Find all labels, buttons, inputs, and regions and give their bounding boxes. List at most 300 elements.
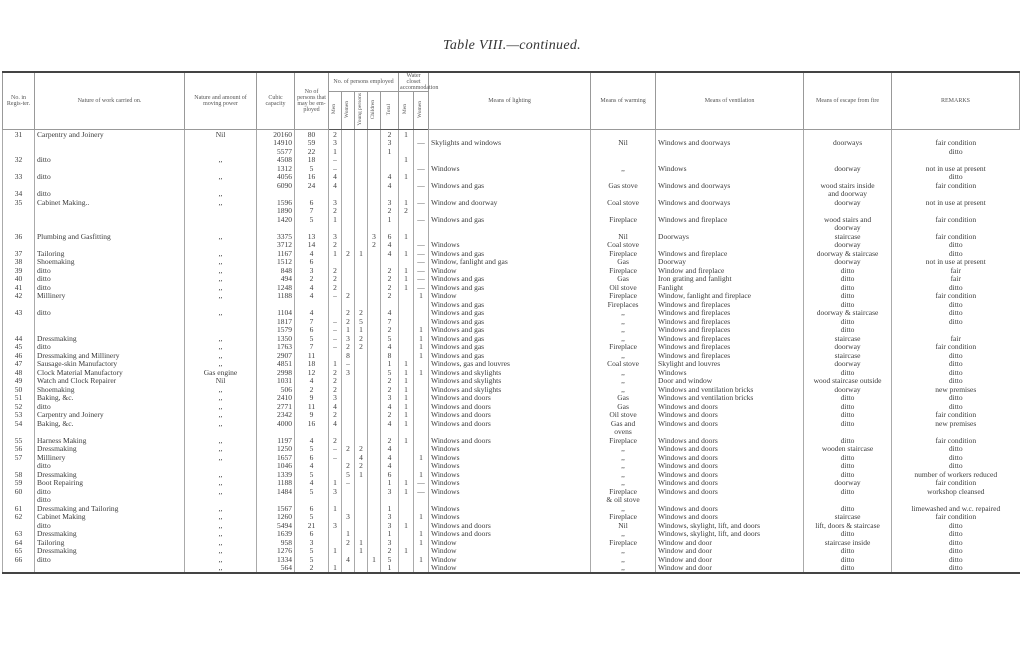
cell-men: 3	[329, 487, 342, 496]
col-header-wc-men-label: Men	[402, 104, 409, 115]
cell-wm	[399, 224, 414, 233]
cell-no: 55	[3, 436, 35, 445]
cell-wm	[399, 453, 414, 462]
cell-power: ,,	[185, 351, 257, 360]
cell-nature: ditto	[35, 190, 185, 199]
cell-women: 4	[342, 555, 355, 564]
cell-no	[3, 428, 35, 437]
cell-cubic: 1031	[257, 377, 295, 386]
cell-wm: 1	[399, 275, 414, 284]
cell-cubic: 1420	[257, 215, 295, 224]
cell-women	[342, 377, 355, 386]
cell-persons: 4	[295, 436, 329, 445]
cell-persons: 11	[295, 402, 329, 411]
cell-young	[355, 360, 368, 369]
cell-rem: ditto	[892, 241, 1020, 250]
cell-nature: ditto	[35, 283, 185, 292]
cell-warm	[591, 207, 656, 216]
cell-no: 56	[3, 445, 35, 454]
cell-ww: 1	[414, 513, 429, 522]
cell-wm: 1	[399, 232, 414, 241]
cell-young	[355, 130, 368, 139]
table-row	[3, 360, 1020, 369]
cell-light: Windows and gas	[429, 300, 591, 309]
cell-nature	[35, 215, 185, 224]
cell-ww	[414, 147, 429, 156]
cell-nature	[35, 326, 185, 335]
cell-power: ,,	[185, 402, 257, 411]
cell-wm: 1	[399, 173, 414, 182]
cell-power: ,,	[185, 156, 257, 165]
cell-cubic	[257, 428, 295, 437]
cell-rem: fair condition	[892, 513, 1020, 522]
cell-power	[185, 241, 257, 250]
cell-children	[368, 402, 381, 411]
cell-ww: —	[414, 479, 429, 488]
cell-light: Windows and gas	[429, 215, 591, 224]
cell-wm: 1	[399, 479, 414, 488]
cell-men	[329, 190, 342, 199]
cell-total	[381, 428, 399, 437]
cell-young	[355, 224, 368, 233]
cell-light	[429, 496, 591, 505]
cell-nature: Dressmaking	[35, 445, 185, 454]
table-row	[3, 334, 1020, 343]
cell-persons: 18	[295, 360, 329, 369]
col-header-employed: No. of persons employed	[329, 72, 399, 92]
cell-total: 4	[381, 402, 399, 411]
cell-rem: fair	[892, 275, 1020, 284]
col-header-remarks: REMARKS	[892, 72, 1020, 130]
cell-warm: Nil	[591, 232, 656, 241]
cell-women	[342, 232, 355, 241]
cell-no: 31	[3, 130, 35, 139]
table-row	[3, 139, 1020, 148]
cell-young	[355, 198, 368, 207]
cell-light: Skylights and windows	[429, 139, 591, 148]
cell-children	[368, 275, 381, 284]
cell-children	[368, 317, 381, 326]
cell-ww	[414, 411, 429, 420]
cell-warm: ,,	[591, 164, 656, 173]
cell-warm: Gas	[591, 275, 656, 284]
table-row	[3, 530, 1020, 539]
cell-persons: 5	[295, 555, 329, 564]
cell-total	[381, 190, 399, 199]
cell-total: 5	[381, 368, 399, 377]
cell-total: 4	[381, 309, 399, 318]
table-row	[3, 249, 1020, 258]
cell-ww: —	[414, 249, 429, 258]
cell-nature: Dressmaking	[35, 470, 185, 479]
cell-persons: 5	[295, 547, 329, 556]
cell-young	[355, 275, 368, 284]
cell-warm: ,,	[591, 445, 656, 454]
cell-esc: ditto	[804, 402, 892, 411]
cell-children	[368, 300, 381, 309]
cell-men: 3	[329, 139, 342, 148]
cell-vent: Windows and doorways	[656, 181, 804, 190]
cell-warm: Fireplaces	[591, 300, 656, 309]
cell-rem: not in use at present	[892, 164, 1020, 173]
cell-women	[342, 139, 355, 148]
cell-warm: Fireplace	[591, 343, 656, 352]
cell-nature: Carpentry and Joinery	[35, 130, 185, 139]
cell-ww: —	[414, 164, 429, 173]
cell-cubic: 5494	[257, 521, 295, 530]
cell-persons: 24	[295, 181, 329, 190]
table-row	[3, 487, 1020, 496]
cell-no	[3, 241, 35, 250]
cell-children	[368, 351, 381, 360]
cell-young	[355, 513, 368, 522]
cell-ww: 1	[414, 334, 429, 343]
cell-warm: ,,	[591, 377, 656, 386]
col-header-warming: Means of warming	[591, 72, 656, 130]
cell-men: 2	[329, 368, 342, 377]
cell-esc: doorway	[804, 385, 892, 394]
cell-vent: Windows and fireplaces	[656, 317, 804, 326]
cell-ww	[414, 436, 429, 445]
cell-vent: Window and door	[656, 538, 804, 547]
cell-vent: Windows and doors	[656, 479, 804, 488]
cell-vent: Windows	[656, 164, 804, 173]
cell-total: 2	[381, 130, 399, 139]
cell-ww: —	[414, 487, 429, 496]
cell-children	[368, 496, 381, 505]
cell-ww: —	[414, 266, 429, 275]
cell-vent: Windows and doors	[656, 436, 804, 445]
cell-persons	[295, 428, 329, 437]
cell-children	[368, 147, 381, 156]
cell-cubic: 494	[257, 275, 295, 284]
cell-vent	[656, 496, 804, 505]
cell-nature: ditto	[35, 555, 185, 564]
cell-wm	[399, 190, 414, 199]
cell-men	[329, 496, 342, 505]
cell-women: 5	[342, 470, 355, 479]
cell-vent	[656, 241, 804, 250]
cell-rem	[892, 326, 1020, 335]
cell-no	[3, 224, 35, 233]
cell-children	[368, 436, 381, 445]
cell-vent: Windows and fireplace	[656, 249, 804, 258]
cell-warm: ,,	[591, 368, 656, 377]
cell-nature: Baking, &c.	[35, 394, 185, 403]
cell-no: 47	[3, 360, 35, 369]
table-row	[3, 215, 1020, 224]
cell-esc: doorway	[804, 198, 892, 207]
cell-women	[342, 394, 355, 403]
table-row	[3, 453, 1020, 462]
cell-light: Windows	[429, 487, 591, 496]
cell-wm	[399, 181, 414, 190]
cell-cubic: 1188	[257, 479, 295, 488]
cell-light	[429, 224, 591, 233]
cell-warm: ,,	[591, 479, 656, 488]
cell-rem: fair condition	[892, 343, 1020, 352]
cell-young: 2	[355, 334, 368, 343]
cell-esc: ditto	[804, 470, 892, 479]
cell-nature	[35, 164, 185, 173]
cell-wm	[399, 300, 414, 309]
cell-children	[368, 215, 381, 224]
cell-ww: 1	[414, 555, 429, 564]
cell-wm: 1	[399, 377, 414, 386]
cell-warm: Nil	[591, 521, 656, 530]
cell-rem: ditto	[892, 283, 1020, 292]
cell-men: –	[329, 445, 342, 454]
cell-vent: Windows, skylight, lift, and doors	[656, 530, 804, 539]
cell-nature: Dressmaking and Tailoring	[35, 504, 185, 513]
cell-vent: Windows and doors	[656, 462, 804, 471]
cell-young	[355, 496, 368, 505]
cell-power: ,,	[185, 258, 257, 267]
cell-light: Window and doorway	[429, 198, 591, 207]
col-header-wc-women	[414, 92, 429, 130]
cell-young	[355, 207, 368, 216]
col-header-no: No. in Regis-ter.	[3, 72, 35, 130]
cell-men: 2	[329, 377, 342, 386]
cell-total: 1	[381, 360, 399, 369]
cell-men: 4	[329, 181, 342, 190]
cell-warm: Coal stove	[591, 360, 656, 369]
cell-rem: ditto	[892, 564, 1020, 574]
cell-rem: fair condition	[892, 436, 1020, 445]
cell-women	[342, 266, 355, 275]
cell-wm	[399, 445, 414, 454]
cell-total: 3	[381, 394, 399, 403]
cell-women	[342, 275, 355, 284]
cell-cubic: 14910	[257, 139, 295, 148]
cell-esc: ditto	[804, 530, 892, 539]
cell-women	[342, 419, 355, 428]
cell-young: 2	[355, 309, 368, 318]
cell-young	[355, 411, 368, 420]
cell-power	[185, 317, 257, 326]
cell-rem	[892, 224, 1020, 233]
cell-nature: Watch and Clock Repairer	[35, 377, 185, 386]
table-row	[3, 258, 1020, 267]
cell-no: 34	[3, 190, 35, 199]
cell-cubic: 1817	[257, 317, 295, 326]
cell-cubic: 1334	[257, 555, 295, 564]
cell-no	[3, 564, 35, 574]
cell-esc: ditto	[804, 436, 892, 445]
cell-vent: Windows and fireplaces	[656, 309, 804, 318]
cell-light: Windows and skylights	[429, 385, 591, 394]
cell-ww	[414, 300, 429, 309]
cell-power: ,,	[185, 334, 257, 343]
cell-power: ,,	[185, 436, 257, 445]
cell-nature	[35, 207, 185, 216]
cell-total: 3	[381, 513, 399, 522]
cell-power: ,,	[185, 343, 257, 352]
cell-children	[368, 428, 381, 437]
cell-women	[342, 547, 355, 556]
cell-ww: —	[414, 283, 429, 292]
cell-children	[368, 190, 381, 199]
cell-esc: ditto	[804, 317, 892, 326]
cell-total: 2	[381, 275, 399, 284]
cell-men: 4	[329, 402, 342, 411]
cell-vent	[656, 190, 804, 199]
table-row	[3, 283, 1020, 292]
cell-vent: Windows and doorways	[656, 139, 804, 148]
cell-men: 2	[329, 385, 342, 394]
cell-esc: ditto	[804, 292, 892, 301]
cell-no: 61	[3, 504, 35, 513]
cell-young: 2	[355, 462, 368, 471]
cell-vent: Iron grating and fanlight	[656, 275, 804, 284]
cell-light: Windows and doors	[429, 402, 591, 411]
cell-light: Windows and skylights	[429, 368, 591, 377]
cell-young	[355, 181, 368, 190]
cell-vent: Windows and doors	[656, 402, 804, 411]
cell-children: 2	[368, 241, 381, 250]
cell-no: 49	[3, 377, 35, 386]
cell-rem: new premises	[892, 385, 1020, 394]
cell-men: 2	[329, 130, 342, 139]
table-row	[3, 394, 1020, 403]
cell-children	[368, 487, 381, 496]
cell-nature	[35, 224, 185, 233]
cell-women	[342, 190, 355, 199]
cell-rem: ditto	[892, 368, 1020, 377]
cell-men: –	[329, 326, 342, 335]
cell-men: 4	[329, 173, 342, 182]
cell-men: 1	[329, 564, 342, 574]
cell-warm: ,,	[591, 470, 656, 479]
cell-cubic: 1350	[257, 334, 295, 343]
cell-children	[368, 377, 381, 386]
cell-nature: ditto	[35, 521, 185, 530]
cell-women: 2	[342, 445, 355, 454]
cell-young	[355, 377, 368, 386]
col-header-young	[355, 92, 368, 130]
cell-warm: ,,	[591, 326, 656, 335]
cell-nature	[35, 147, 185, 156]
cell-women	[342, 487, 355, 496]
cell-women: 2	[342, 343, 355, 352]
col-header-children-label: Children	[370, 99, 377, 120]
cell-children	[368, 521, 381, 530]
cell-power: ,,	[185, 445, 257, 454]
cell-power: ,,	[185, 564, 257, 574]
cell-young	[355, 385, 368, 394]
cell-rem: fair condition	[892, 292, 1020, 301]
cell-no: 45	[3, 343, 35, 352]
cell-esc: lift, doors & staircase	[804, 521, 892, 530]
cell-nature: Harness Making	[35, 436, 185, 445]
cell-nature	[35, 241, 185, 250]
cell-men: 3	[329, 198, 342, 207]
cell-light	[429, 207, 591, 216]
cell-rem: number of workers reduced	[892, 470, 1020, 479]
cell-ww	[414, 309, 429, 318]
cell-men: –	[329, 156, 342, 165]
cell-women	[342, 258, 355, 267]
cell-total: 1	[381, 504, 399, 513]
cell-vent	[656, 147, 804, 156]
cell-esc: wooden staircase	[804, 445, 892, 454]
cell-wm	[399, 258, 414, 267]
cell-light: Windows and gas	[429, 351, 591, 360]
cell-light: Windows and doors	[429, 394, 591, 403]
cell-warm: ,,	[591, 351, 656, 360]
cell-power: ,,	[185, 530, 257, 539]
cell-cubic: 2342	[257, 411, 295, 420]
cell-nature: Dressmaking and Millinery	[35, 351, 185, 360]
cell-rem	[892, 156, 1020, 165]
cell-vent: Fanlight	[656, 283, 804, 292]
cell-cubic	[257, 190, 295, 199]
cell-persons: 80	[295, 130, 329, 139]
table-row	[3, 241, 1020, 250]
table-row	[3, 377, 1020, 386]
cell-young	[355, 139, 368, 148]
cell-esc: ditto	[804, 394, 892, 403]
cell-men: 1	[329, 547, 342, 556]
cell-esc: ditto	[804, 555, 892, 564]
cell-young	[355, 215, 368, 224]
cell-esc: wood staircase outside	[804, 377, 892, 386]
cell-rem: not in use at present	[892, 198, 1020, 207]
col-header-escape: Means of escape from fire	[804, 72, 892, 130]
cell-nature: Boot Repairing	[35, 479, 185, 488]
cell-women	[342, 241, 355, 250]
cell-men: 3	[329, 394, 342, 403]
cell-esc: doorway & staircase	[804, 309, 892, 318]
cell-warm	[591, 147, 656, 156]
cell-rem: ditto	[892, 173, 1020, 182]
cell-total: 2	[381, 385, 399, 394]
cell-ww: —	[414, 241, 429, 250]
cell-rem: fair condition	[892, 215, 1020, 224]
cell-nature	[35, 428, 185, 437]
cell-wm: 1	[399, 521, 414, 530]
table-row	[3, 156, 1020, 165]
cell-warm: Gas stove	[591, 181, 656, 190]
cell-persons: 16	[295, 173, 329, 182]
cell-cubic: 1276	[257, 547, 295, 556]
cell-young	[355, 402, 368, 411]
cell-power: ,,	[185, 198, 257, 207]
cell-vent: Windows and doors	[656, 504, 804, 513]
table-body	[3, 130, 1020, 574]
cell-no: 62	[3, 513, 35, 522]
cell-wm	[399, 139, 414, 148]
cell-esc	[804, 496, 892, 505]
cell-nature: Dressmaking	[35, 334, 185, 343]
cell-rem: ditto	[892, 402, 1020, 411]
cell-esc: ditto	[804, 275, 892, 284]
cell-rem: ditto	[892, 249, 1020, 258]
cell-light: Windows	[429, 504, 591, 513]
cell-rem: fair condition	[892, 479, 1020, 488]
cell-ww	[414, 547, 429, 556]
cell-total: 2	[381, 436, 399, 445]
cell-power: ,,	[185, 283, 257, 292]
cell-total: 2	[381, 411, 399, 420]
table-row	[3, 445, 1020, 454]
col-header-closets: Water closet accommodation	[400, 73, 439, 91]
cell-young	[355, 156, 368, 165]
cell-no: 60	[3, 487, 35, 496]
cell-children	[368, 445, 381, 454]
cell-no	[3, 496, 35, 505]
cell-rem: ditto	[892, 147, 1020, 156]
